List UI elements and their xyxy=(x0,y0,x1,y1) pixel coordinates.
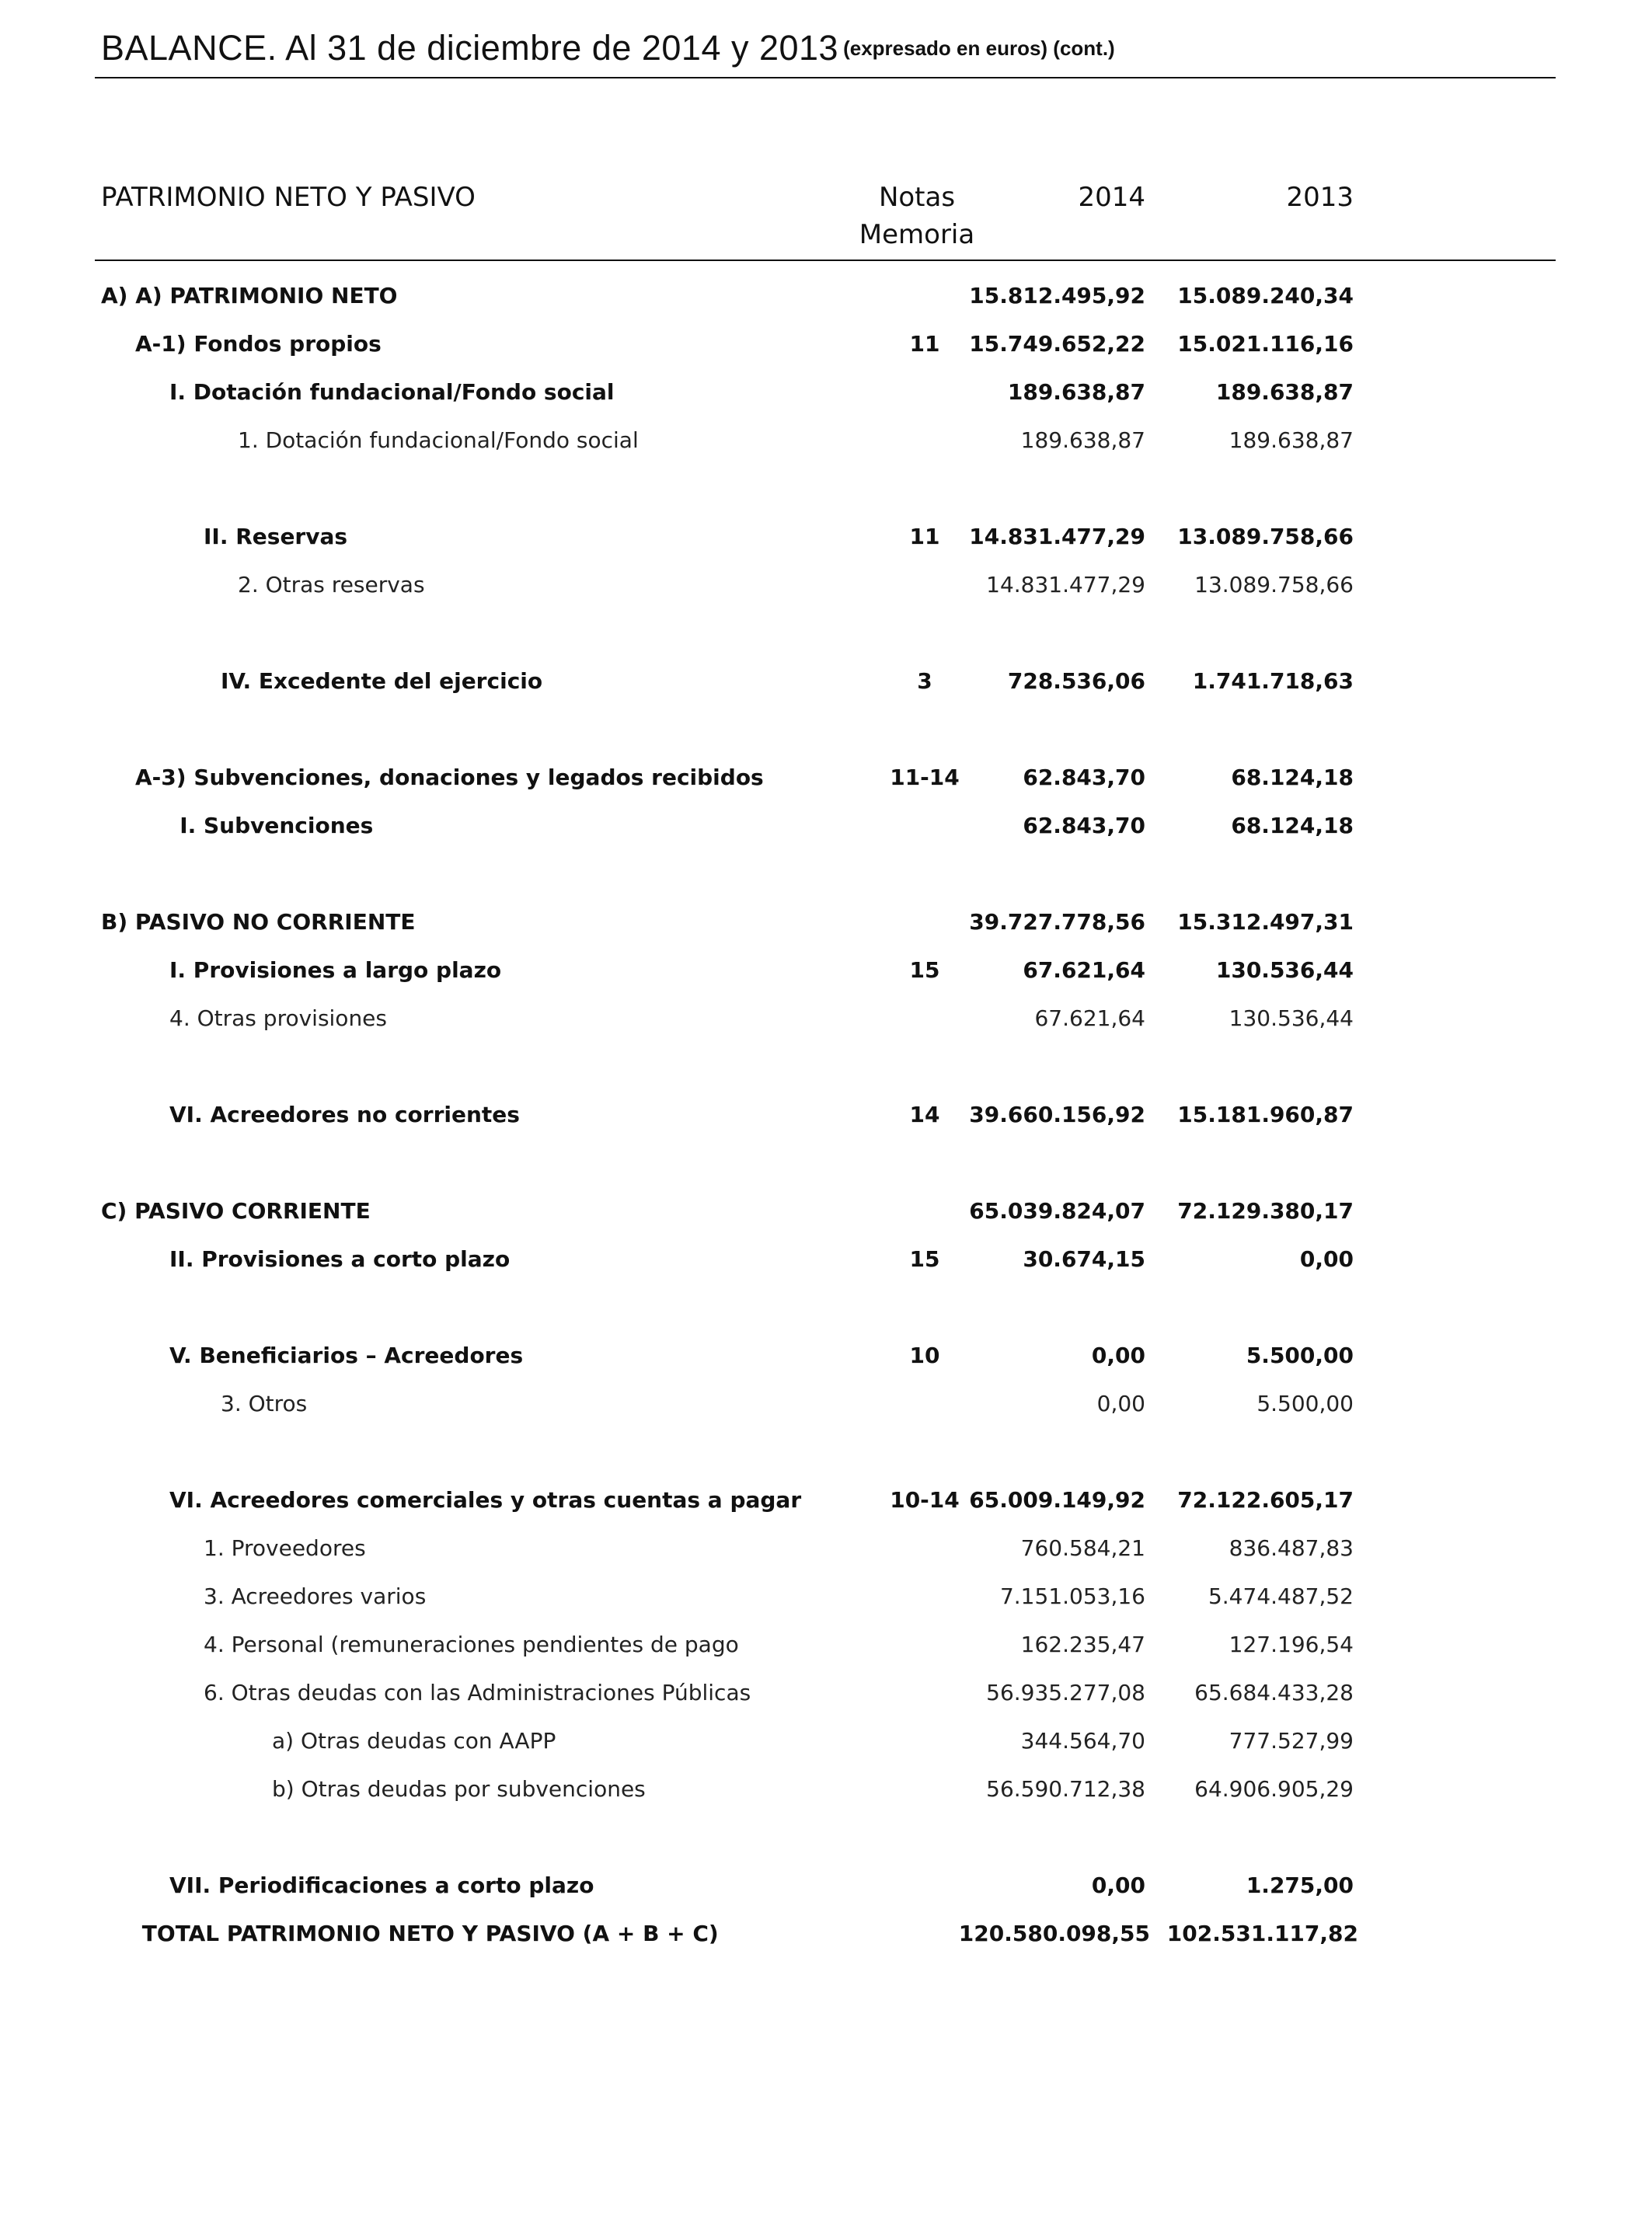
row-value-2013: 0,00 xyxy=(1299,1246,1354,1272)
row-label: IV. Excedente del ejercicio xyxy=(221,668,543,694)
row-value-2014: 728.536,06 xyxy=(1007,668,1145,694)
row-value-2014: 0,00 xyxy=(1091,1343,1145,1368)
title-subtitle: (expresado en euros) (cont.) xyxy=(843,37,1115,60)
row-label: C) PASIVO CORRIENTE xyxy=(101,1198,371,1224)
row-value-2014: 0,00 xyxy=(1096,1391,1145,1416)
row-label: A) A) PATRIMONIO NETO xyxy=(101,283,398,308)
row-label: II. Provisiones a corto plazo xyxy=(169,1246,511,1272)
row-note: 15 xyxy=(909,1246,940,1272)
table-row xyxy=(0,903,1652,951)
row-label: II. Reservas xyxy=(204,524,348,549)
row-value-2013: 72.129.380,17 xyxy=(1177,1198,1354,1224)
column-header-section: PATRIMONIO NETO Y PASIVO xyxy=(101,182,476,213)
row-value-2013: 5.500,00 xyxy=(1256,1391,1354,1416)
row-label: V. Beneficiarios – Acreedores xyxy=(169,1343,524,1368)
table-row xyxy=(0,662,1652,710)
header-divider xyxy=(95,260,1556,261)
row-value-2014: 39.660.156,92 xyxy=(969,1102,1145,1127)
row-value-2014: 67.621,64 xyxy=(1034,1005,1145,1031)
row-note: 11 xyxy=(909,331,940,357)
title-divider xyxy=(95,77,1556,78)
balance-table xyxy=(0,277,1652,1963)
row-value-2013: 65.684.433,28 xyxy=(1194,1680,1354,1705)
row-value-2013: 5.474.487,52 xyxy=(1208,1583,1354,1609)
row-value-2013: 15.181.960,87 xyxy=(1177,1102,1354,1127)
row-label: I. Subvenciones xyxy=(179,813,374,838)
row-value-2013: 5.500,00 xyxy=(1246,1343,1354,1368)
row-value-2014: 14.831.477,29 xyxy=(969,524,1145,549)
row-value-2014: 14.831.477,29 xyxy=(986,572,1145,597)
row-value-2014: 162.235,47 xyxy=(1020,1632,1145,1657)
row-value-2013: 13.089.758,66 xyxy=(1194,572,1354,597)
spacer-row xyxy=(0,1818,1652,1866)
row-label: a) Otras deudas con AAPP xyxy=(272,1728,556,1754)
table-row xyxy=(0,421,1652,469)
row-note: 15 xyxy=(909,957,940,983)
table-row xyxy=(0,1385,1652,1433)
row-value-2013: 130.536,44 xyxy=(1215,957,1354,983)
row-value-2014: 15.749.652,22 xyxy=(969,331,1145,357)
total-row xyxy=(0,1914,1652,1963)
row-value-2013: 72.122.605,17 xyxy=(1177,1487,1354,1513)
row-value-2013: 13.089.758,66 xyxy=(1177,524,1354,549)
row-label: A-1) Fondos propios xyxy=(135,331,382,357)
row-value-2014: 120.580.098,55 xyxy=(958,1921,1150,1946)
spacer-row xyxy=(0,1433,1652,1481)
row-value-2014: 0,00 xyxy=(1091,1872,1145,1898)
table-row xyxy=(0,758,1652,806)
row-label: 6. Otras deudas con las Administraciones Públicas xyxy=(204,1680,751,1705)
row-label: I. Dotación fundacional/Fondo social xyxy=(169,379,615,405)
spacer-row xyxy=(0,1144,1652,1192)
table-row xyxy=(0,1770,1652,1818)
table-row xyxy=(0,1722,1652,1770)
row-value-2013: 15.089.240,34 xyxy=(1177,283,1354,308)
row-label: 1. Dotación fundacional/Fondo social xyxy=(238,427,639,453)
table-row xyxy=(0,1866,1652,1914)
row-value-2013: 68.124,18 xyxy=(1231,813,1354,838)
table-row xyxy=(0,806,1652,855)
row-value-2014: 189.638,87 xyxy=(1020,427,1145,453)
table-row xyxy=(0,951,1652,999)
row-label: 4. Personal (remuneraciones pendientes de pago xyxy=(204,1632,739,1657)
row-value-2014: 30.674,15 xyxy=(1023,1246,1145,1272)
row-value-2013: 130.536,44 xyxy=(1229,1005,1354,1031)
table-row xyxy=(0,517,1652,566)
row-value-2014: 62.843,70 xyxy=(1023,813,1145,838)
title-main: BALANCE. Al 31 de diciembre de 2014 y 2013 xyxy=(101,28,839,68)
row-label: 2. Otras reservas xyxy=(238,572,425,597)
row-value-2014: 67.621,64 xyxy=(1023,957,1145,983)
row-value-2013: 836.487,83 xyxy=(1229,1535,1354,1561)
row-label: 1. Proveedores xyxy=(204,1535,366,1561)
row-note: 10 xyxy=(909,1343,940,1368)
row-value-2014: 65.009.149,92 xyxy=(969,1487,1145,1513)
row-value-2014: 760.584,21 xyxy=(1020,1535,1145,1561)
table-row xyxy=(0,373,1652,421)
row-value-2014: 56.935.277,08 xyxy=(986,1680,1145,1705)
row-value-2014: 344.564,70 xyxy=(1020,1728,1145,1754)
table-row xyxy=(0,1096,1652,1144)
row-value-2013: 189.638,87 xyxy=(1215,379,1354,405)
table-row xyxy=(0,1674,1652,1722)
spacer-row xyxy=(0,855,1652,903)
row-value-2013: 68.124,18 xyxy=(1231,765,1354,790)
row-note: 14 xyxy=(909,1102,940,1127)
row-value-2013: 15.021.116,16 xyxy=(1177,331,1354,357)
table-row xyxy=(0,1529,1652,1577)
row-note: 10-14 xyxy=(890,1487,960,1513)
row-value-2013: 777.527,99 xyxy=(1229,1728,1354,1754)
spacer-row xyxy=(0,1288,1652,1336)
row-label: 3. Otros xyxy=(221,1391,308,1416)
row-note: 11 xyxy=(909,524,940,549)
row-value-2014: 65.039.824,07 xyxy=(969,1198,1145,1224)
row-value-2014: 39.727.778,56 xyxy=(969,909,1145,935)
row-label: 4. Otras provisiones xyxy=(169,1005,387,1031)
row-value-2014: 15.812.495,92 xyxy=(969,283,1145,308)
row-label: 3. Acreedores varios xyxy=(204,1583,427,1609)
row-value-2013: 15.312.497,31 xyxy=(1177,909,1354,935)
table-row xyxy=(0,566,1652,614)
table-row xyxy=(0,1577,1652,1625)
row-value-2013: 64.906.905,29 xyxy=(1194,1776,1354,1802)
row-note: 11-14 xyxy=(890,765,960,790)
table-row xyxy=(0,1481,1652,1529)
row-value-2013: 102.531.117,82 xyxy=(1166,1921,1358,1946)
row-value-2013: 189.638,87 xyxy=(1229,427,1354,453)
table-row xyxy=(0,325,1652,373)
row-label: A-3) Subvenciones, donaciones y legados recibidos xyxy=(135,765,764,790)
row-label: b) Otras deudas por subvenciones xyxy=(272,1776,646,1802)
column-header-notas: Notas Memoria xyxy=(859,182,975,250)
row-value-2013: 1.275,00 xyxy=(1246,1872,1354,1898)
row-label: TOTAL PATRIMONIO NETO Y PASIVO (A + B + C) xyxy=(141,1921,719,1946)
column-header-2014: 2014 xyxy=(1078,182,1145,213)
spacer-row xyxy=(0,469,1652,517)
row-label: VI. Acreedores comerciales y otras cuentas a pagar xyxy=(169,1487,802,1513)
row-note: 3 xyxy=(917,668,932,694)
table-row xyxy=(0,1240,1652,1288)
table-row xyxy=(0,999,1652,1047)
row-value-2014: 189.638,87 xyxy=(1007,379,1145,405)
column-header-2013: 2013 xyxy=(1286,182,1354,213)
row-label: B) PASIVO NO CORRIENTE xyxy=(101,909,416,935)
document-title xyxy=(101,28,1115,68)
table-row xyxy=(0,1192,1652,1240)
row-value-2014: 62.843,70 xyxy=(1023,765,1145,790)
table-row xyxy=(0,277,1652,325)
row-value-2013: 127.196,54 xyxy=(1229,1632,1354,1657)
table-row xyxy=(0,1625,1652,1674)
spacer-row xyxy=(0,614,1652,662)
spacer-row xyxy=(0,710,1652,758)
row-value-2014: 56.590.712,38 xyxy=(986,1776,1145,1802)
row-label: VI. Acreedores no corrientes xyxy=(169,1102,520,1127)
row-label: I. Provisiones a largo plazo xyxy=(169,957,502,983)
spacer-row xyxy=(0,1047,1652,1096)
table-row xyxy=(0,1336,1652,1385)
row-label: VII. Periodificaciones a corto plazo xyxy=(169,1872,594,1898)
row-value-2013: 1.741.718,63 xyxy=(1192,668,1354,694)
row-value-2014: 7.151.053,16 xyxy=(999,1583,1145,1609)
